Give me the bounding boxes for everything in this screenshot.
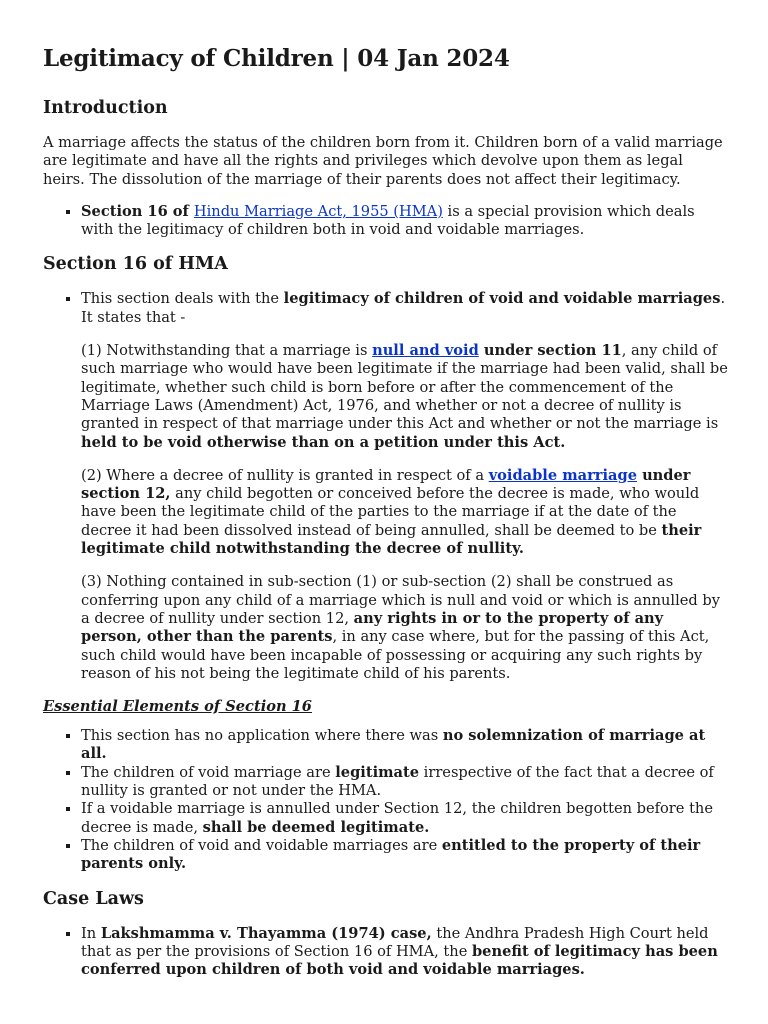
sub2-text-2: any child begotten or conceived before the decree is made, who would have been the legitimate child of the parties to the marriage if at the date of the decree it had been dissolved instead of being annulled, shall be deemed to be [81, 485, 700, 539]
sub2-text: (2) Where a decree of nullity is granted in respect of a [81, 466, 489, 484]
subsection-2 [81, 467, 728, 558]
sub3-text-2: , in any case where, but for the passing of this Act, such child would have been incapable of possessing or acquiring any such rights by reason of his not being the legitimate child of his parents. [81, 628, 710, 682]
list-item [81, 764, 728, 801]
list-item [81, 203, 728, 240]
list-item-text: is a special provision which deals with the legitimacy of children both in void and voidable marriages. [81, 202, 695, 239]
section-16-label: Section 16 of [81, 202, 194, 220]
introduction-paragraph: A marriage affects the status of the children born from it. Children born of a valid marriage are legitimate and have all the rights and privileges which devolve upon them as legal heirs. The dissolution of the marriage of their parents does not affect their legitimacy. [43, 134, 723, 188]
item-bold: entitled to the property of their parents only. [81, 836, 701, 873]
lead-text: This section deals with the [81, 290, 284, 308]
item-text: The children of void and voidable marriages are [81, 836, 442, 854]
null-and-void-link[interactable]: null and void [372, 342, 479, 360]
subsection-1 [81, 342, 728, 452]
item-text: The children of void marriage are [81, 763, 336, 781]
sub1-bold-2: held to be void otherwise than on a petition under this Act. [81, 433, 566, 451]
list-item [81, 727, 728, 764]
item-bold: shall be deemed legitimate. [202, 818, 430, 836]
section-16-heading: Section 16 of HMA [43, 254, 228, 275]
sub3-text: (3) Nothing contained in sub-section (1) or sub-section (2) shall be construed as conferring upon any child of a marriage which is null and void or which is annulled by a decree of nullity under section 12, [81, 573, 720, 627]
case-laws-list [43, 925, 728, 980]
item-text: This section has no application where there was [81, 727, 443, 745]
page-title: Legitimacy of Children | 04 Jan 2024 [43, 45, 510, 72]
item-bold: no solemnization of marriage at all. [81, 727, 706, 763]
list-item [81, 800, 728, 837]
lead-text-end: . It states that - [81, 290, 726, 326]
list-item [81, 290, 728, 683]
voidable-marriage-link[interactable]: voidable marriage [488, 466, 637, 484]
sub1-text-2: , any child of such marriage who would have been legitimate if the marriage had been valid, shall be legitimate, whether such child is born before or after the commencement of the Marriage Laws (Amendment) Act, 1976, and whether or not a decree of nullity is granted in respect of that marriage under this Act and whether or not the marriage is [81, 342, 728, 433]
list-item [81, 837, 728, 874]
case-holding: benefit of legitimacy has been conferred upon children of both void and voidable marriages. [81, 942, 718, 979]
list-item [81, 925, 728, 980]
case-text-2: the Andhra Pradesh High Court held that as per the provisions of Section 16 of HMA, the [81, 924, 709, 960]
lead-bold: legitimacy of children of void and voidable marriages [283, 290, 721, 308]
sub1-bold: under section 11 [478, 342, 622, 360]
item-bold: legitimate [335, 763, 420, 781]
sub1-text: (1) Notwithstanding that a marriage is [81, 342, 373, 360]
sub2-bold-2: their legitimate child notwithstanding the decree of nullity. [81, 521, 702, 558]
section-16-lead [81, 290, 728, 327]
hma-link[interactable]: Hindu Marriage Act, 1955 (HMA) [193, 202, 443, 220]
section-16-list [43, 290, 728, 683]
sub2-bold: under section 12, [81, 466, 691, 503]
essential-elements-list [43, 727, 728, 873]
item-text-end: irrespective of the fact that a decree of nullity is granted or not under the HMA. [81, 763, 714, 800]
essential-elements-heading: Essential Elements of Section 16 [43, 698, 312, 716]
item-text: If a voidable marriage is annulled under Section 12, the children begotten before the decree is made, [81, 800, 713, 836]
case-name: Lakshmamma v. Thayamma (1974) case, [100, 924, 432, 942]
case-text: In [81, 924, 101, 942]
introduction-heading: Introduction [43, 98, 168, 118]
subsection-3 [81, 573, 728, 683]
sub3-bold: any rights in or to the property of any person, other than the parents [81, 609, 664, 646]
introduction-list [43, 203, 728, 240]
case-laws-heading: Case Laws [43, 888, 144, 909]
